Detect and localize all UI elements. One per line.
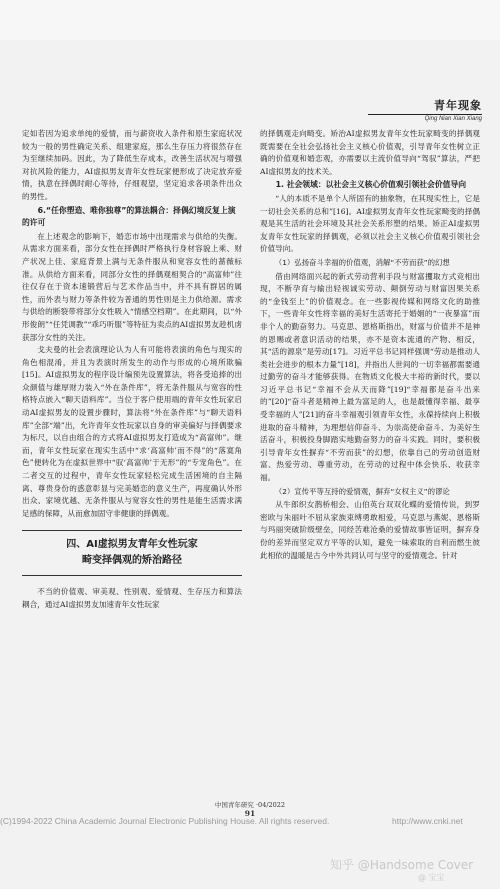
- section-header: [368, 97, 482, 122]
- section-subtitle: Qing Nian Xian Xiang: [368, 114, 482, 122]
- copyright-notice: [0, 816, 500, 826]
- subsection-heading: 1. 社会领域：以社会主义核心价值观引领社会价值导向: [275, 180, 467, 190]
- section-title-box: [22, 530, 242, 576]
- copyright-url: http://www.cnki.net: [392, 816, 463, 826]
- section-title-line: 四、AI虚拟男友青年女性玩家: [66, 539, 198, 551]
- subsubsection-heading: （2）宣传平等互持的爱情观，摒弃“女权主义”的谬论: [274, 486, 450, 496]
- right-column: [260, 128, 480, 562]
- subsubsection-heading: （1）弘扬奋斗幸福的价值观，消解“不劳而获”的幻想: [274, 257, 450, 267]
- paragraph: 不当的价值观、审美观、性别观、爱情观、生存压力和算法耦合，通过AI虚拟男友加速青年女性玩家: [22, 587, 242, 609]
- paragraph: 在上述观念的影响下，婚恋市场中出现需求与供给的失衡。从需求方面来看，部分女性在择偶时严格执行身材容貌上乘、财产状况上佳、家庭背景上满与无条件服从和宽容女性的蔷薇标准。从供给方面来看，同部分女性的择偶观相契合的“高富帅”往往仅存在于资本速锻营后与艺术作品当中，并不具有群居的属性，而外表与财力等条件较为普通的男性则是主力供给源。需求与供给的断裂带将部分女性吸入“情感空档期”。在此期间，以“外形俊朗”“任凭调教”“乖巧听服”等特征为卖点的AI虚拟男友趁机虏获部分女性的关注。: [22, 231, 242, 342]
- left-column: [22, 128, 242, 612]
- paragraph: 戈夫曼的社会表演理论认为人有可能将表演的角色与现实的角色相混淆，并且为表演时所发生的动作与形成的心境所欺骗[15]。AI虚拟男友的程序设计编预先设置算法，将各受追捧的出众颜值与雄厚财力装入“外在条件库”，将无条件服从与宽容的性格特点嵌入“聊天语料库”。当位于客户使用端的青年女性玩家启动AI虚拟男友的设置步骤时，算法将“外在条件库”与“聊天语料库”全部“端”出，允许青年女性玩家以自身的审美偏好与择偶要求为标尺，以自由组合的方式将AI虚拟男友打造成为“高富帅”。继而，青年女性玩家在现实生活中“求‘高富帅’而不得”的“落寞角色”便转化为在虚拟世界中“驭‘高富帅’于无形”的“专宠角色”。在二者交互的过程中，青年女性玩家轻松完成生活困境的自主隔离、尊贵身份的惑意彰显与完美婚恋的意义生产，再度确认外形出众、家境优越、无条件服从与宽容女性的男性是能生活需求满足感的保障，从而愈加固守非健康的择偶观。: [22, 345, 242, 518]
- subsection-heading: 6.“任你塑造、唯你独尊”的算法耦合：择偶幻境反复上演的许可: [22, 205, 236, 228]
- section-title-line: 畸变择偶观的矫治路径: [82, 555, 182, 567]
- watermark-text: 知乎 @Handsome Cover: [330, 858, 474, 872]
- copyright-text: (C)1994-2022 China Academic Journal Electronic Publishing House. All rights reserved.: [0, 816, 330, 826]
- page-number: 91: [244, 809, 256, 818]
- paragraph: 定如若因为追求单纯的爱情，而与薪资收入条件和原生家庭状况较为一般的男性确定关系、组建家庭，那么生存压力将很然存在为至继续加码。因此，为了降低生存成本，改善生活状况与增强对抗风险的能力，AI虚拟男友青年女性玩家便形成了决定放弃爱情，执意在择偶时耐心等待，仔细观望，坚定追求各项条件出众的男性。: [22, 129, 242, 201]
- journal-name: 中国青年研究 ·04/2022: [214, 801, 286, 809]
- paragraph: 借由网络面兴起的新式劳动营利手段与财富攫取方式竞相出现，不断孕育与输出轻视诚实劳动、颠倒劳动与财富因果关系的“金钱至上”的价值观念。在一些影视传媒和网络文化的助推下，一些青年女性将幸福的美好生活寄托于婚姻的“一夜暴富”而非个人的勤奋努力。马克思、恩格斯指出，财富与价值并不是神的恩赐或者意识活动的结果，亦不是资本流通的产物、相反，其“活的源泉”是劳动[17]。习近平总书记同样强调“劳动是推动人类社会进步的根本力量”[18]，并指出人世间的一切幸福都需要通过勤劳的奋斗才能够获得。在物质文化极大丰裕的新时代，要以习近平总书记“幸福不会从天而降”[19]“幸福都是奋斗出来的”[20]“奋斗者是精神上最为富足的人，也是最懂得幸福、最享受幸福的人”[21]的奋斗幸福观引领青年女性，永葆持续向上积极进取的奋斗精神，为理想信仰奋斗、为崇高使命奋斗、为美好生活奋斗，积极投身脚踏实地勤奋努力的奋斗实践。同时，要积极引导青年女性摒弃“不劳而获”的幻想，依靠自己的劳动创造财富、热爱劳动、尊重劳动，在劳动的过程中体会快乐、收获幸福。: [260, 271, 480, 483]
- top-blank-band: [0, 0, 500, 40]
- paragraph: “人的本质不是单个人所固有的抽象物，在其现实性上，它是一切社会关系的总和”[16]。AI虚拟男友青年女性玩家畸变的择偶观是其生活的社会环境及其社会关系形塑的结果。矫正AI虚拟男友青年女性玩家的择偶观，必须以社会主义核心价值观引领社会价值导向。: [260, 193, 480, 254]
- paragraph: 的择偶观走向畸变。矫治AI虚拟男友青年女性玩家畸变的择偶观既需要在全社会弘扬社会主义核心价值观，引导青年女性树立正确的价值观和婚恋观，亦需要以主流价值导向“驾驭”算法，严把AI虚拟男友的技术关。: [260, 129, 480, 176]
- section-title: 青年现象: [434, 99, 482, 112]
- watermark-stamp: @ 宝宝: [418, 873, 445, 882]
- paragraph: 从牛郎织女鹊桥相会、山伯英台双双化蝶的爱情传说，到罗密欧与朱丽叶不屈从家族束缚勇敢相爱，马克思与燕妮、恩格斯与玛丽突破阶级壁垒，同经苦难沧桑的爱情故事皆证明，摒弃身份的差异而坚定双方平等的认知，避免一味索取的自利而燃生彼此相依的温暖是古今中外共同认可与坚守的爱情观念。针对: [260, 500, 480, 560]
